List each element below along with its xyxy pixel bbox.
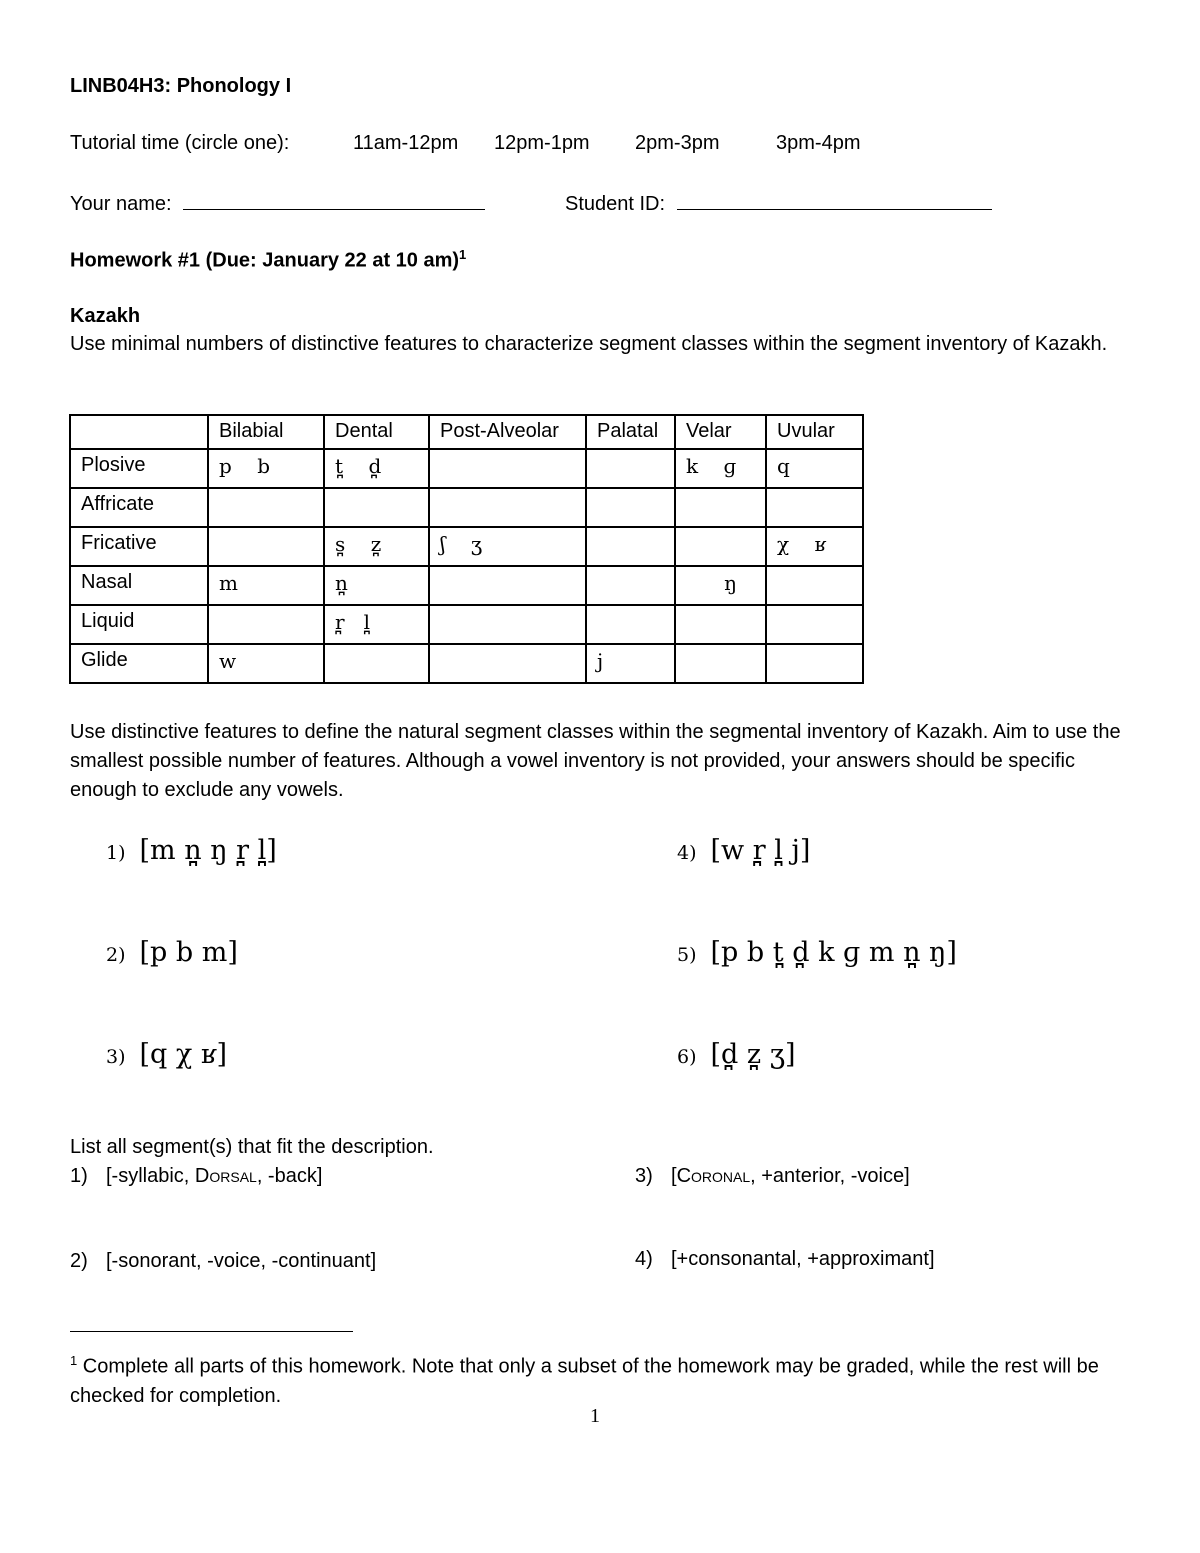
- description-item: 3) [Coronal, +anterior, -voice]: [635, 1165, 910, 1187]
- table-cell: [324, 644, 429, 683]
- table-cell: [766, 605, 863, 644]
- table-cell: [766, 566, 863, 605]
- table-cell: [208, 488, 324, 527]
- table-header-cell: Velar: [675, 415, 766, 449]
- table-cell: [675, 605, 766, 644]
- table-header-cell: [70, 415, 208, 449]
- table-cell: [586, 566, 675, 605]
- segment-set: [p b m]: [139, 937, 238, 968]
- consonant-inventory-table: [69, 414, 864, 684]
- table-row: [70, 605, 863, 644]
- footnote: [70, 1346, 1130, 1411]
- table-cell: r̪ l̪: [324, 605, 429, 644]
- segment-set: [d̪ z̪ ʒ]: [710, 1039, 796, 1070]
- description-item: 2) [-sonorant, -voice, -continuant]: [70, 1250, 377, 1272]
- table-cell: ŋ: [675, 566, 766, 605]
- table-cell: [429, 644, 586, 683]
- row-label: Glide: [70, 644, 208, 683]
- table-cell: p b: [208, 449, 324, 488]
- student-id-row: [565, 189, 992, 216]
- table-header-cell: Dental: [324, 415, 429, 449]
- natural-class-item: 4) [w r̪ l̪ j]: [677, 835, 811, 866]
- tutorial-time-3: 2pm-3pm: [635, 132, 720, 154]
- student-id-label: Student ID:: [565, 193, 666, 215]
- table-cell: [324, 488, 429, 527]
- table-cell: ʃ ʒ: [429, 527, 586, 566]
- table-cell: s̪ z̪: [324, 527, 429, 566]
- segment-set: [p b t̪ d̪ k ɡ m n̪ ŋ]: [710, 937, 957, 968]
- table-header-cell: Post-Alveolar: [429, 415, 586, 449]
- table-cell: [675, 527, 766, 566]
- table-cell: [766, 488, 863, 527]
- name-blank: [183, 189, 485, 210]
- table-cell: n̪: [324, 566, 429, 605]
- natural-classes-instructions: Use distinctive features to define the natural segment classes within the segmental inventory of Kazakh. Aim to use the smallest possible number of features. Although a vowel inventory is not provided, your answers should be specific enough to exclude any vowels.: [70, 721, 1121, 801]
- name-row: [70, 189, 485, 216]
- table-header-cell: Palatal: [586, 415, 675, 449]
- description-item: 1) [-syllabic, Dorsal, -back]: [70, 1165, 323, 1187]
- footnote-divider: [70, 1331, 353, 1332]
- segment-set: [q χ ʁ]: [139, 1039, 228, 1070]
- natural-class-item: 1) [m n̪ ŋ r̪ l̪]: [106, 835, 277, 866]
- table-header-row: [70, 415, 863, 449]
- row-label: Fricative: [70, 527, 208, 566]
- table-cell: j: [586, 644, 675, 683]
- table-cell: t̪ d̪: [324, 449, 429, 488]
- natural-class-item: 3) [q χ ʁ]: [106, 1039, 228, 1070]
- table-cell: [429, 605, 586, 644]
- table-row: [70, 566, 863, 605]
- student-id-blank: [677, 189, 992, 210]
- name-label: Your name:: [70, 193, 172, 215]
- table-cell: [586, 488, 675, 527]
- table-cell: q: [766, 449, 863, 488]
- natural-class-item: 5) [p b t̪ d̪ k ɡ m n̪ ŋ]: [677, 937, 957, 968]
- row-label: Liquid: [70, 605, 208, 644]
- table-cell: [429, 449, 586, 488]
- section-heading: Kazakh: [70, 305, 141, 327]
- table-cell: [208, 605, 324, 644]
- table-row: [70, 488, 863, 527]
- table-cell: χ ʁ: [766, 527, 863, 566]
- row-label: Plosive: [70, 449, 208, 488]
- course-title: LINB04H3: Phonology I: [70, 75, 292, 97]
- table-cell: [675, 488, 766, 527]
- homework-title: Homework #1 (Due: January 22 at 10 am)$^1$: [70, 247, 467, 272]
- row-label: Affricate: [70, 488, 208, 527]
- tutorial-label: Tutorial time (circle one):: [70, 132, 290, 154]
- tutorial-time-1: 11am-12pm: [353, 132, 459, 154]
- footnote-mark: 1: [70, 1353, 78, 1368]
- table-header-cell: Uvular: [766, 415, 863, 449]
- page-number: 1: [590, 1405, 600, 1427]
- table-row: [70, 527, 863, 566]
- footnote-text: Complete all parts of this homework. Note that only a subset of the homework may be graded, while the rest will be checked for completion.: [70, 1355, 1099, 1407]
- table-cell: [586, 605, 675, 644]
- footnote-ref: 1: [459, 247, 467, 262]
- row-label: Nasal: [70, 566, 208, 605]
- table-cell: [586, 449, 675, 488]
- table-cell: k ɡ: [675, 449, 766, 488]
- natural-class-item: 2) [p b m]: [106, 937, 238, 968]
- table-cell: [766, 644, 863, 683]
- table-cell: [429, 566, 586, 605]
- table-cell: m: [208, 566, 324, 605]
- table-cell: [208, 527, 324, 566]
- description-item: 4) [+consonantal, +approximant]: [635, 1248, 935, 1270]
- descriptions-instructions: List all segment(s) that fit the description.: [70, 1136, 434, 1158]
- tutorial-time-2: 12pm-1pm: [494, 132, 590, 154]
- table-cell: [675, 644, 766, 683]
- section-intro: Use minimal numbers of distinctive features to characterize segment classes within the segment inventory of Kazakh.: [70, 333, 1108, 355]
- segment-set: [w r̪ l̪ j]: [710, 835, 811, 866]
- table-cell: [429, 488, 586, 527]
- table-row: [70, 449, 863, 488]
- natural-class-item: 6) [d̪ z̪ ʒ]: [677, 1039, 796, 1070]
- table-row: [70, 644, 863, 683]
- segment-set: [m n̪ ŋ r̪ l̪]: [139, 835, 277, 866]
- table-cell: [586, 527, 675, 566]
- tutorial-time-4: 3pm-4pm: [776, 132, 861, 154]
- table-header-cell: Bilabial: [208, 415, 324, 449]
- table-cell: w: [208, 644, 324, 683]
